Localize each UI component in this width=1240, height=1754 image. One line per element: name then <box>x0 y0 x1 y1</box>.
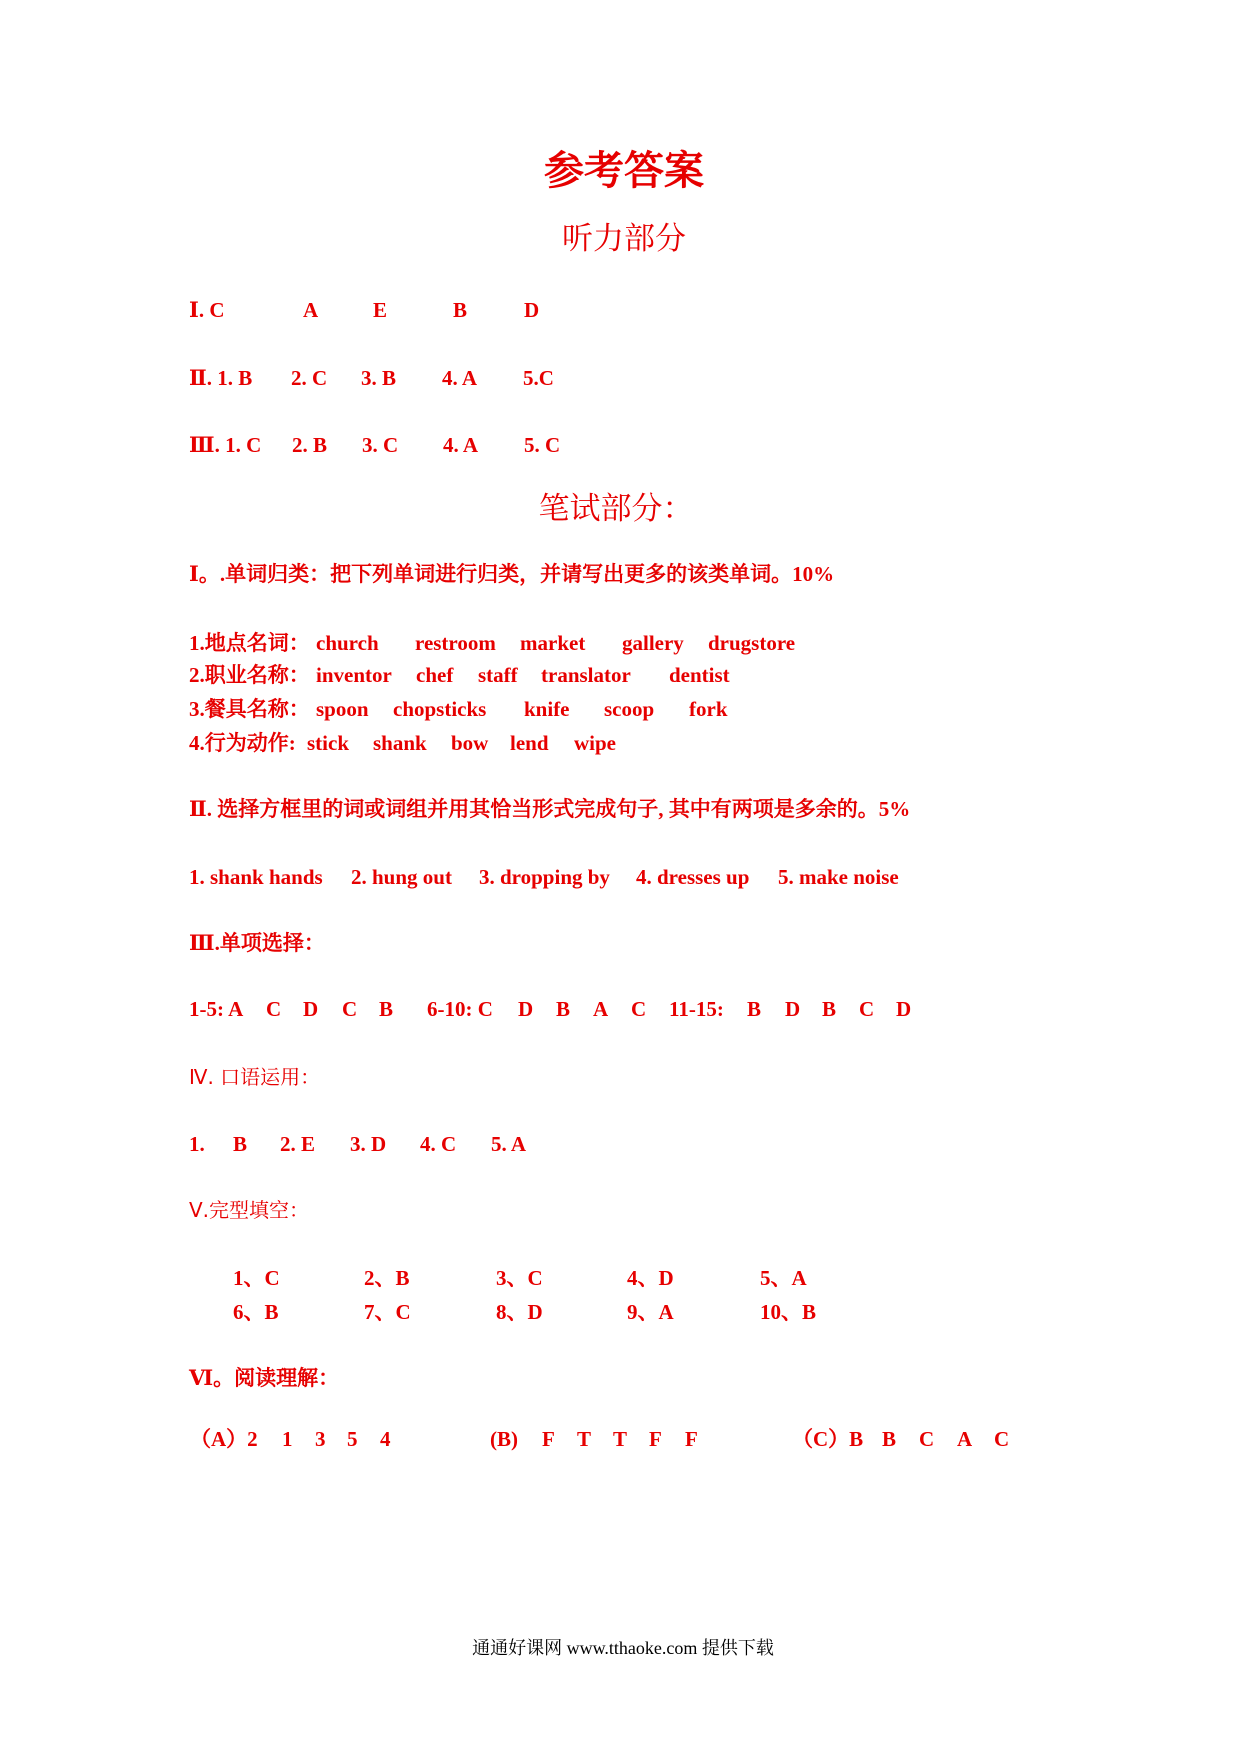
word: dentist <box>669 663 730 687</box>
section-6-heading <box>0 1365 1240 1391</box>
answer: 2. hung out <box>351 865 452 889</box>
answer: D <box>518 997 534 1021</box>
category-label: 3.餐具名称： <box>189 697 310 721</box>
category-label: 1.地点名词： <box>189 631 310 655</box>
word: wipe <box>574 731 616 755</box>
word: drugstore <box>708 631 796 655</box>
answer: （C）B <box>792 1427 864 1451</box>
answer: 5. C <box>524 433 561 457</box>
answer: 5、A <box>760 1266 807 1290</box>
listening-row-1 <box>0 297 1240 323</box>
answer: A <box>957 1427 973 1451</box>
answer: 3. B <box>361 366 397 390</box>
answer: 9、A <box>627 1300 674 1324</box>
word: lend <box>510 731 549 755</box>
answer: 6-10: C <box>427 997 493 1021</box>
word: bow <box>451 731 489 755</box>
answer: 2. B <box>292 433 328 457</box>
page-title: 参考答案 <box>544 148 704 193</box>
answer: 8、D <box>496 1300 543 1324</box>
answer: 10、B <box>760 1300 817 1324</box>
answer: 1-5: A <box>189 997 244 1021</box>
answer: C <box>266 997 282 1021</box>
answer: F <box>542 1427 555 1451</box>
answer: B <box>379 997 394 1021</box>
answer: 11-15: <box>669 997 724 1021</box>
answer: B <box>747 997 762 1021</box>
answer: Ⅰ. C <box>189 298 225 322</box>
answer: (B) <box>490 1427 518 1451</box>
cloze-answers-row <box>0 1299 1240 1325</box>
answer: Ⅱ. 1. B <box>189 366 253 390</box>
listening-row-2 <box>0 365 1240 391</box>
answer: B <box>556 997 571 1021</box>
section-3-heading <box>0 930 1240 956</box>
answer: B <box>233 1132 248 1156</box>
word: gallery <box>622 631 684 655</box>
answer: 6、B <box>233 1300 279 1324</box>
answer: B <box>453 298 468 322</box>
answer: D <box>303 997 319 1021</box>
word: church <box>316 631 379 655</box>
word: fork <box>689 697 728 721</box>
answer: 4 <box>380 1427 391 1451</box>
word: translator <box>541 663 631 687</box>
answer: B <box>822 997 837 1021</box>
section-heading-text: Ⅳ. 口语运用： <box>189 1065 321 1089</box>
section-5-heading <box>0 1197 1240 1223</box>
answer: 7、C <box>364 1300 411 1324</box>
answer: C <box>342 997 358 1021</box>
answer: 5. A <box>491 1132 527 1156</box>
answer: 3 <box>315 1427 326 1451</box>
answer: 4、D <box>627 1266 674 1290</box>
answer: C <box>919 1427 935 1451</box>
answer: 2. E <box>280 1132 316 1156</box>
word: chef <box>416 663 454 687</box>
word: restroom <box>415 631 496 655</box>
page-footer: 通通好课网 www.tthaoke.com 提供下载 <box>472 1638 774 1658</box>
answer: 4. C <box>420 1132 457 1156</box>
answer: 2. C <box>291 366 328 390</box>
section-4-heading <box>0 1064 1240 1090</box>
answer: B <box>882 1427 897 1451</box>
word: shank <box>373 731 427 755</box>
answer: 1. <box>189 1132 205 1156</box>
word: chopsticks <box>393 697 487 721</box>
answer: F <box>685 1427 698 1451</box>
word-category-row <box>0 696 1240 722</box>
answer: T <box>613 1427 628 1451</box>
word: staff <box>478 663 518 687</box>
answer: （A）2 <box>190 1427 258 1451</box>
answer: F <box>649 1427 662 1451</box>
answer: C <box>631 997 647 1021</box>
answer: 3. C <box>362 433 399 457</box>
phrase-answers-row <box>0 864 1240 890</box>
listening-row-3 <box>0 432 1240 458</box>
word: spoon <box>316 697 369 721</box>
answer: 3. D <box>350 1132 387 1156</box>
answer: 1、C <box>233 1266 280 1290</box>
answer: D <box>524 298 540 322</box>
section-heading-text: Ⅰ。.单词归类：把下列单词进行归类，并请写出更多的该类单词。10% <box>189 562 835 586</box>
oral-answers-row <box>0 1131 1240 1157</box>
word: market <box>520 631 586 655</box>
word: knife <box>524 697 570 721</box>
answer: 1 <box>282 1427 293 1451</box>
listening-heading: 听力部分 <box>562 221 686 256</box>
answer: A <box>593 997 609 1021</box>
answer: 5 <box>347 1427 358 1451</box>
word: inventor <box>316 663 392 687</box>
section-heading-text: Ⅵ。阅读理解： <box>189 1366 340 1390</box>
cloze-answers-row <box>0 1265 1240 1291</box>
answer: T <box>577 1427 592 1451</box>
word-category-row <box>0 630 1240 656</box>
answer: 4. A <box>443 433 479 457</box>
reading-answers-row <box>0 1426 1240 1452</box>
answer: 3、C <box>496 1266 543 1290</box>
category-label: 2.职业名称： <box>189 663 310 687</box>
answer: 5. make noise <box>778 865 899 889</box>
answer: C <box>859 997 875 1021</box>
answer: 5.C <box>523 366 554 390</box>
section-heading-text: Ⅲ.单项选择： <box>189 931 325 955</box>
category-label: 4.行为动作: <box>189 731 296 755</box>
answer: 1. shank hands <box>189 865 323 889</box>
answer: D <box>785 997 801 1021</box>
word-category-row <box>0 662 1240 688</box>
section-heading-text: Ⅴ.完型填空： <box>189 1198 310 1222</box>
answer: 3. dropping by <box>479 865 610 889</box>
answer: 4. A <box>442 366 478 390</box>
word: scoop <box>604 697 655 721</box>
answer: E <box>373 298 388 322</box>
answer: 2、B <box>364 1266 410 1290</box>
written-heading: 笔试部分： <box>538 491 694 526</box>
answer: Ⅲ. 1. C <box>189 433 262 457</box>
word: stick <box>307 731 349 755</box>
answer: D <box>896 997 912 1021</box>
section-heading-text: Ⅱ. 选择方框里的词或词组并用其恰当形式完成句子, 其中有两项是多余的。5% <box>189 797 911 821</box>
section-2-heading <box>0 796 1240 822</box>
answer: C <box>994 1427 1010 1451</box>
word-category-row <box>0 730 1240 756</box>
section-1-heading <box>0 561 1240 587</box>
answer: A <box>303 298 319 322</box>
answer: 4. dresses up <box>636 865 750 889</box>
multiple-choice-answers-row <box>0 996 1240 1022</box>
